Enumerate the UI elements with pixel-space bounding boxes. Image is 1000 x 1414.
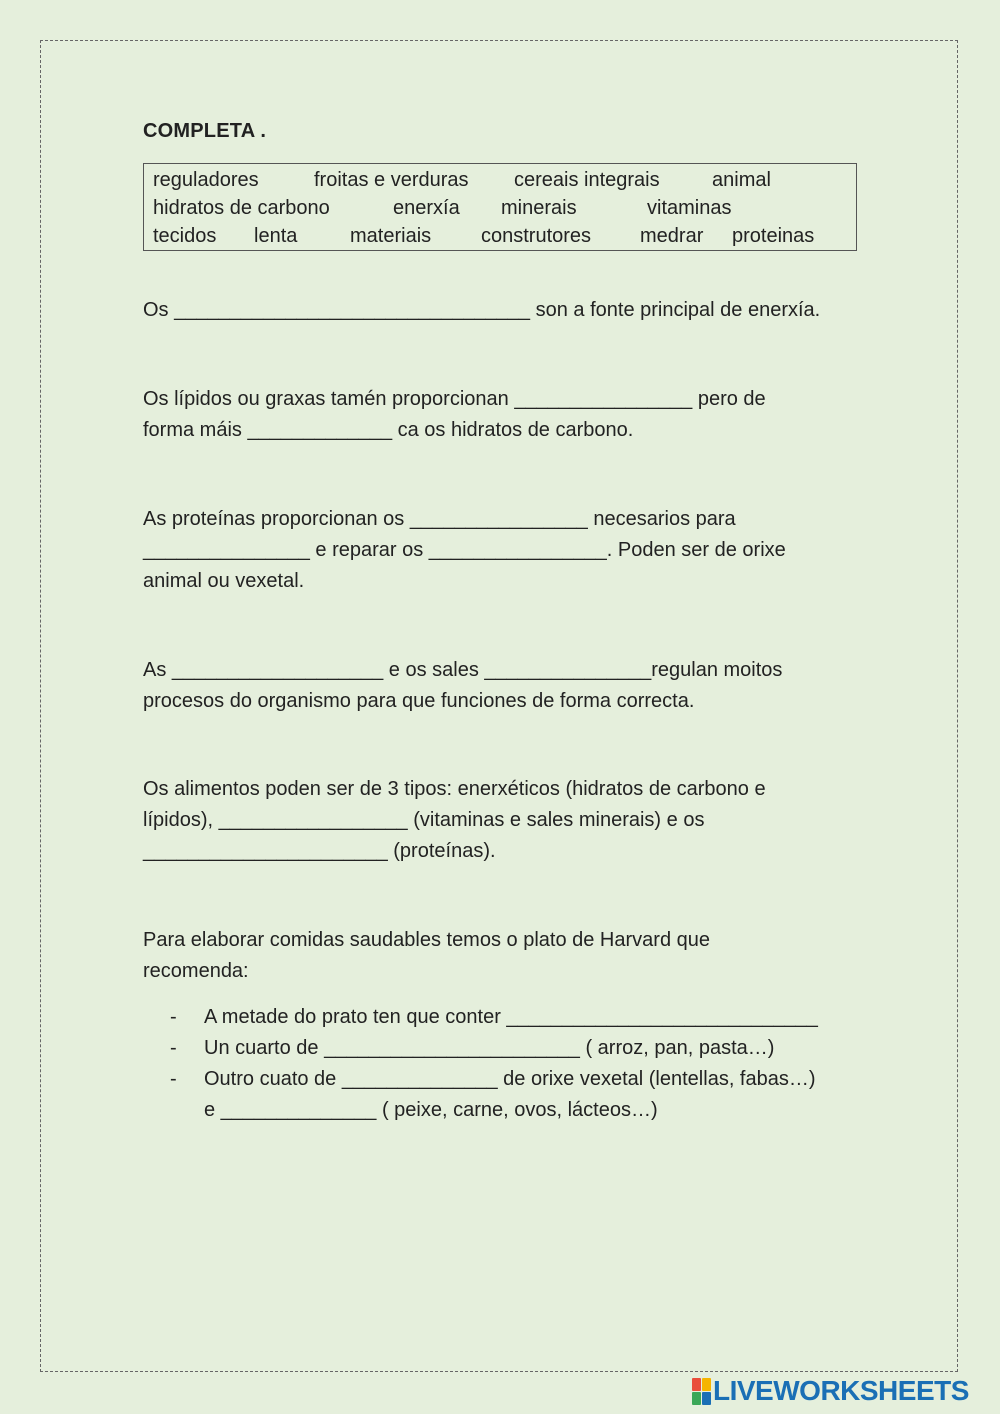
question-3 xyxy=(143,504,863,597)
question-line: procesos do organismo para que funciones de forma correcta. xyxy=(143,690,695,712)
word-chip: proteinas xyxy=(732,225,815,247)
list-dash: - xyxy=(170,1006,177,1028)
list-dash: - xyxy=(170,1068,177,1090)
word-chip: lenta xyxy=(254,225,298,247)
question-line: animal ou vexetal. xyxy=(143,570,305,592)
question-line: recomenda: xyxy=(143,960,249,982)
word-chip: materiais xyxy=(350,225,432,247)
question-5 xyxy=(143,774,863,867)
page-title: COMPLETA . xyxy=(143,120,267,142)
question-1 xyxy=(143,295,863,326)
word-chip: reguladores xyxy=(153,169,259,191)
list-item-text[interactable]: Outro cuato de ______________ de orixe vexetal (lentellas, fabas…) xyxy=(204,1068,816,1090)
word-chip: minerais xyxy=(501,197,577,219)
liveworksheets-logo xyxy=(692,1376,969,1406)
question-line[interactable]: As ___________________ e os sales _______________regulan moitos xyxy=(143,659,783,681)
word-chip: froitas e verduras xyxy=(314,169,469,191)
logo-icon-tile xyxy=(702,1378,711,1391)
question-4 xyxy=(143,655,863,717)
logo-icon-tile xyxy=(692,1378,701,1391)
word-bank xyxy=(143,163,857,251)
question-line[interactable]: Os ________________________________ son a fonte principal de enerxía. xyxy=(143,299,821,321)
logo-icon-tile xyxy=(702,1392,711,1405)
logo-icon-tile xyxy=(692,1392,701,1405)
question-line[interactable]: Os lípidos ou graxas tamén proporcionan ________________ pero de xyxy=(143,388,766,410)
word-chip: enerxía xyxy=(393,197,460,219)
logo-icon xyxy=(692,1378,710,1404)
word-chip: medrar xyxy=(640,225,704,247)
word-chip: vitaminas xyxy=(647,197,732,219)
list-dash: - xyxy=(170,1037,177,1059)
question-line[interactable]: As proteínas proporcionan os ________________ necesarios para xyxy=(143,508,736,530)
word-chip: tecidos xyxy=(153,225,217,247)
word-chip: cereais integrais xyxy=(514,169,660,191)
word-chip: construtores xyxy=(481,225,592,247)
question-line[interactable]: lípidos), _________________ (vitaminas e sales minerais) e os xyxy=(143,809,705,831)
question-line[interactable]: forma máis _____________ ca os hidratos de carbono. xyxy=(143,419,634,441)
question-6 xyxy=(143,925,863,987)
list-item-text[interactable]: Un cuarto de _______________________ ( arroz, pan, pasta…) xyxy=(204,1037,775,1059)
list-item-text[interactable]: e ______________ ( peixe, carne, ovos, lácteos…) xyxy=(204,1099,658,1121)
list-item-text[interactable]: A metade do prato ten que conter ____________________________ xyxy=(204,1006,818,1028)
question-line[interactable]: ______________________ (proteínas). xyxy=(143,840,496,862)
question-2 xyxy=(143,384,863,446)
word-chip: hidratos de carbono xyxy=(153,197,330,219)
question-line: Para elaborar comidas saudables temos o plato de Harvard que xyxy=(143,929,710,951)
question-line[interactable]: _______________ e reparar os ________________. Poden ser de orixe xyxy=(143,539,786,561)
logo-text: LIVEWORKSHEETS xyxy=(713,1375,969,1406)
word-chip: animal xyxy=(712,169,771,191)
question-line: Os alimentos poden ser de 3 tipos: enerxéticos (hidratos de carbono e xyxy=(143,778,766,800)
